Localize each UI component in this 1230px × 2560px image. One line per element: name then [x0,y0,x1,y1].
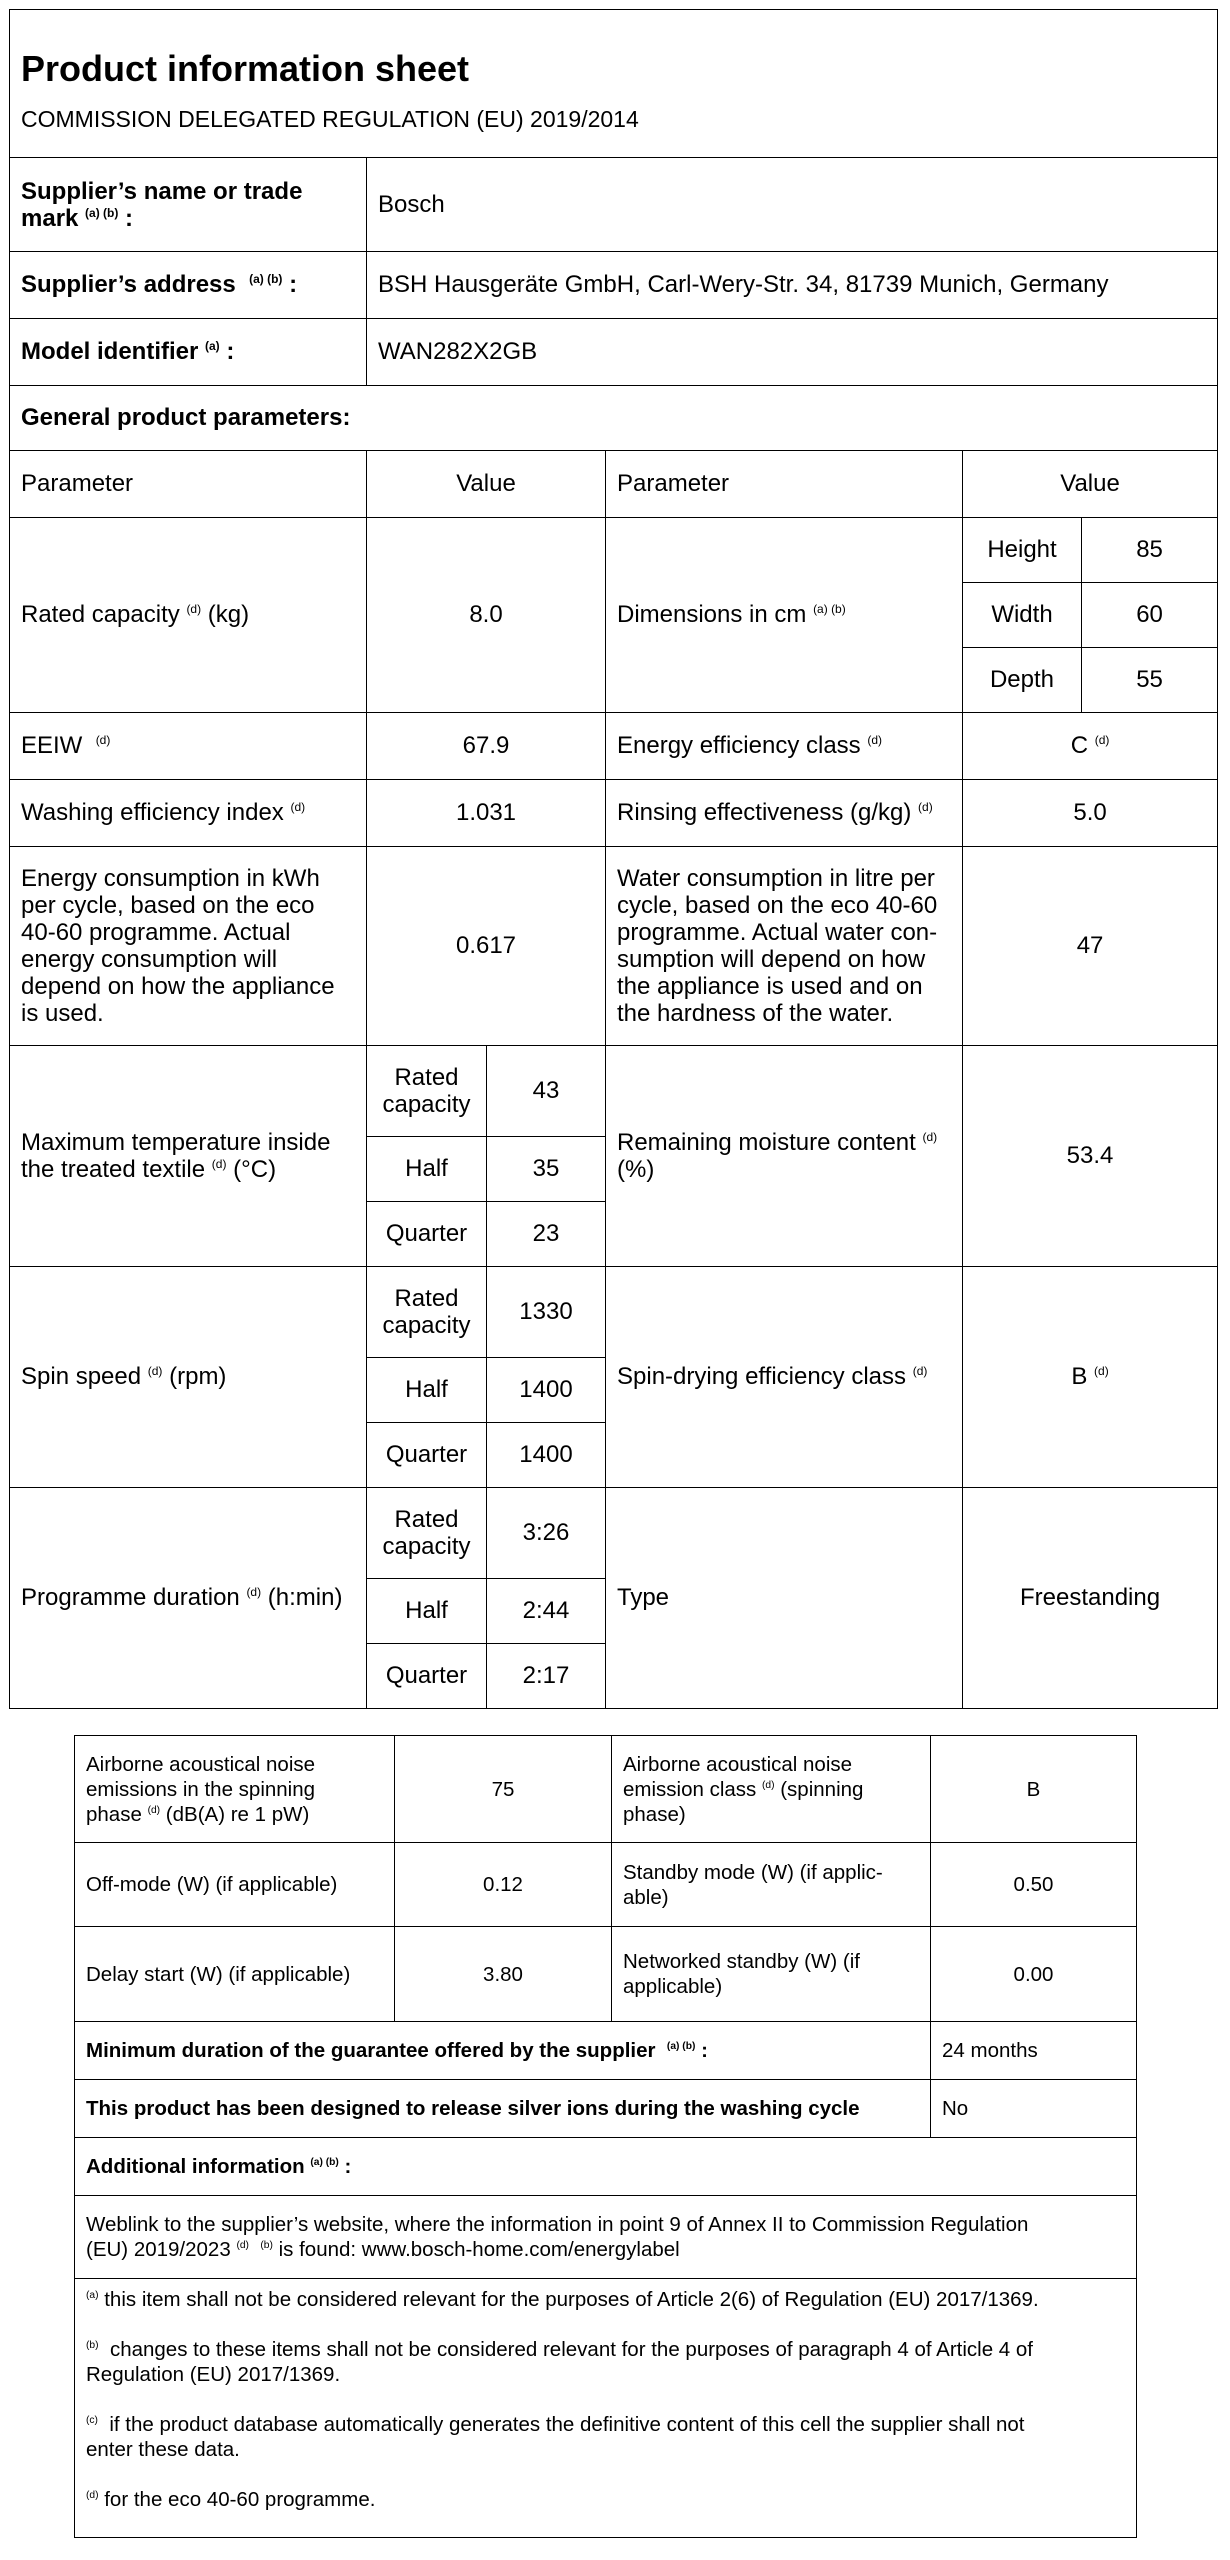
type-label: Type [606,1488,963,1709]
additional-parameters-table [74,1735,1137,2538]
supplier-address-label: Supplier’s address $^{(a) (b)}$ : [10,252,367,319]
product-parameters-table [9,9,1218,1709]
width-value: 60 [1082,583,1218,648]
spin-class-value: B $^{(d)}$ [963,1267,1218,1488]
energy-class-value: C $^{(d)}$ [963,713,1218,780]
water-consumption-label: Water consumption in litre per cycle, based on the eco 40-60 programme. Actual water con- sumption will depend on how the appliance is used and on the hardness of the water. [606,847,963,1046]
footnotes-block [75,2279,1137,2538]
rinsing-label: Rinsing effectiveness (g/kg) $^{(d)}$ [606,780,963,847]
delay-start-label: Delay start (W) (if applicable) [75,1927,395,2022]
spin-quarter-value: 1400 [487,1423,606,1488]
additional-information-heading: Additional information $^{(a) (b)}$ : [75,2138,1137,2196]
general-parameters-heading: General product parameters: [10,386,1218,451]
column-header-value-2: Value [963,451,1218,518]
standby-label: Standby mode (W) (if applic- able) [612,1843,931,1927]
type-value: Freestanding [963,1488,1218,1709]
duration-half-label: Half [367,1579,487,1644]
model-identifier-value: WAN282X2GB [367,319,1218,386]
noise-emission-label: Airborne acoustical noise emissions in the spinning phase $^{(d)}$ (dB(A) re 1 pW) [75,1736,395,1843]
duration-quarter-value: 2:17 [487,1644,606,1709]
spin-quarter-label: Quarter [367,1423,487,1488]
energy-class-label: Energy efficiency class $^{(d)}$ [606,713,963,780]
footnote-d: $^{(d)}$ for the eco 40-60 programme. [86,2488,376,2511]
silver-ions-value: No [931,2080,1137,2138]
model-identifier-label: Model identifier $^{(a)}$ : [10,319,367,386]
noise-emission-value: 75 [395,1736,612,1843]
noise-class-value: B [931,1736,1137,1843]
moisture-label: Remaining moisture content $^{(d)}$ (%) [606,1046,963,1267]
max-temperature-label: Maximum temperature inside the treated textile $^{(d)}$ (°C) [10,1046,367,1267]
rinsing-value: 5.0 [963,780,1218,847]
networked-standby-value: 0.00 [931,1927,1137,2022]
column-header-parameter-2: Parameter [606,451,963,518]
dimensions-label: Dimensions in cm $^{(a) (b)}$ [606,518,963,713]
guarantee-value: 24 months [931,2022,1137,2080]
silver-ions-label: This product has been designed to release silver ions during the washing cycle [75,2080,931,2138]
noise-class-label: Airborne acoustical noise emission class $^{(d)}$ (spinning phase) [612,1736,931,1843]
width-label: Width [963,583,1082,648]
duration-half-value: 2:44 [487,1579,606,1644]
max-temp-rated-label: Rated capacity [367,1046,487,1137]
max-temp-rated-value: 43 [487,1046,606,1137]
footnote-c: $^{(c)}$ if the product database automatically generates the definitive content of this cell the supplier shall not enter these data. [86,2413,1025,2461]
spin-rated-label: Rated capacity [367,1267,487,1358]
spin-half-label: Half [367,1358,487,1423]
energy-consumption-label: Energy consumption in kWh per cycle, based on the eco 40-60 programme. Actual energy consumption will depend on how the appliance is used. [10,847,367,1046]
washing-index-label: Washing efficiency index $^{(d)}$ [10,780,367,847]
spin-half-value: 1400 [487,1358,606,1423]
standby-value: 0.50 [931,1843,1137,1927]
supplier-name-value: Bosch [367,158,1218,252]
depth-label: Depth [963,648,1082,713]
footnote-b: $^{(b)}$ changes to these items shall not be considered relevant for the purposes of paragraph 4 of Article 4 of Regulation (EU) 2017/1369. [86,2338,1033,2386]
max-temp-quarter-value: 23 [487,1202,606,1267]
footnote-a: $^{(a)}$ this item shall not be considered relevant for the purposes of Article 2(6) of Regulation (EU) 2017/1369. [86,2288,1039,2311]
duration-rated-value: 3:26 [487,1488,606,1579]
max-temp-quarter-label: Quarter [367,1202,487,1267]
spin-rated-value: 1330 [487,1267,606,1358]
networked-standby-label: Networked standby (W) (if applicable) [612,1927,931,2022]
sheet-header [10,10,1218,158]
max-temp-half-value: 35 [487,1137,606,1202]
supplier-address-value: BSH Hausgeräte GmbH, Carl-Wery-Str. 34, 81739 Munich, Germany [367,252,1218,319]
rated-capacity-value: 8.0 [367,518,606,713]
rated-capacity-label: Rated capacity $^{(d)}$ (kg) [10,518,367,713]
off-mode-label: Off-mode (W) (if applicable) [75,1843,395,1927]
sheet-title: Product information sheet [21,48,470,89]
weblink-text: Weblink to the supplier’s website, where the information in point 9 of Annex II to Commission Regulation (EU) 2019/2023 $^{(d)}$ $^{(b)}$ is found: www.bosch-home.com/energylabel [75,2196,1137,2279]
regulation-reference: COMMISSION DELEGATED REGULATION (EU) 2019/2014 [21,106,639,132]
height-value: 85 [1082,518,1218,583]
washing-index-value: 1.031 [367,780,606,847]
supplier-name-label: Supplier’s name or trade mark $^{(a) (b)}$ : [10,158,367,252]
column-header-parameter: Parameter [10,451,367,518]
energy-consumption-value: 0.617 [367,847,606,1046]
eeiw-label: EEIW $^{(d)}$ [10,713,367,780]
column-header-value: Value [367,451,606,518]
moisture-value: 53.4 [963,1046,1218,1267]
spin-class-label: Spin-drying efficiency class $^{(d)}$ [606,1267,963,1488]
spin-speed-label: Spin speed $^{(d)}$ (rpm) [10,1267,367,1488]
guarantee-label: Minimum duration of the guarantee offered by the supplier $^{(a) (b)}$ : [75,2022,931,2080]
height-label: Height [963,518,1082,583]
depth-value: 55 [1082,648,1218,713]
max-temp-half-label: Half [367,1137,487,1202]
duration-rated-label: Rated capacity [367,1488,487,1579]
delay-start-value: 3.80 [395,1927,612,2022]
off-mode-value: 0.12 [395,1843,612,1927]
duration-quarter-label: Quarter [367,1644,487,1709]
duration-label: Programme duration $^{(d)}$ (h:min) [10,1488,367,1709]
eeiw-value: 67.9 [367,713,606,780]
water-consumption-value: 47 [963,847,1218,1046]
